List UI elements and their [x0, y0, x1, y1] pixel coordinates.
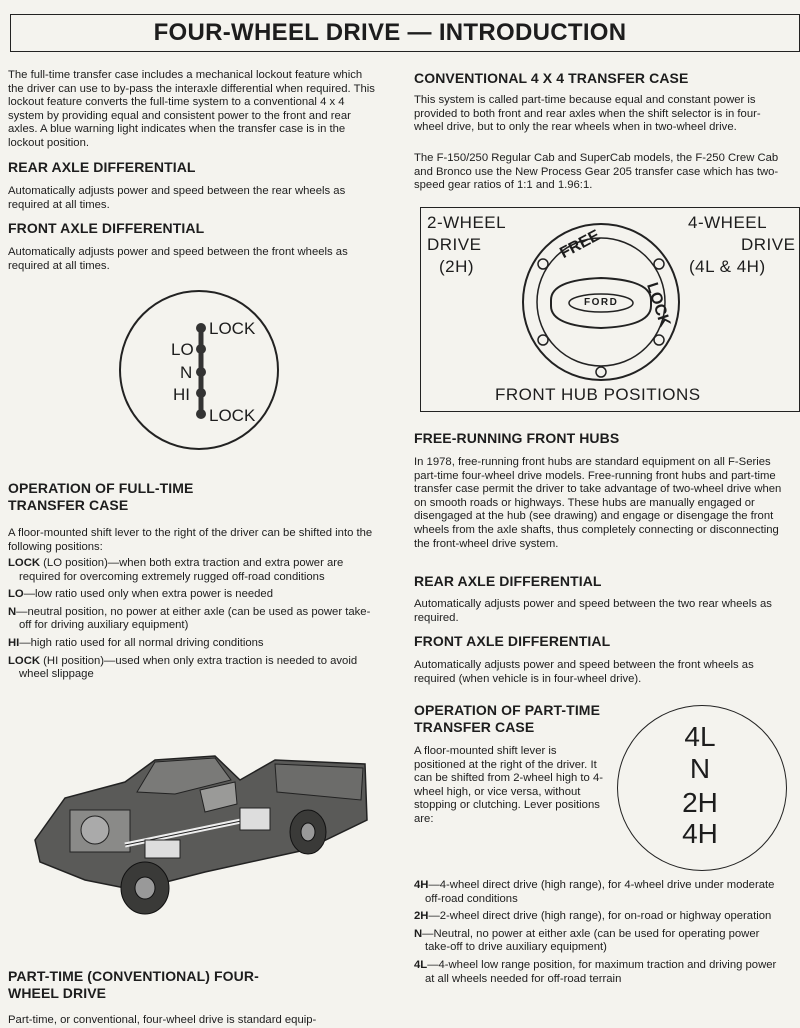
list-item: 4H—4-wheel direct drive (high range), for 4-wheel drive under moderate off-road conditions [414, 879, 775, 905]
full-time-shift-diagram [119, 290, 279, 450]
full-time-heading: OPERATION OF FULL-TIME TRANSFER CASE [8, 480, 194, 513]
shift-label-lock-bottom: LOCK [209, 406, 256, 425]
pt-label-2h: 2H [682, 787, 718, 818]
pt-label-n: N [689, 753, 711, 784]
rear-axle-heading-right: REAR AXLE DIFFERENTIAL [414, 573, 602, 589]
hub-left-label-line-3: (2H) [439, 257, 475, 276]
free-running-text: In 1978, free-running front hubs are standard equipment on all F-Series part-time four-wheel drive models. Free-running front hubs and part-time transfer case permit the driver to take advantage of two-wheel drive when on smooth roads or highways. These hubs are manually engaged or disengaged at the hub (see drawing) and engage or disengage the front wheels from the axle shafts, thus completely connecting or disconnecting the front-wheel drive system. [414, 456, 782, 550]
list-item: LOCK (LO position)—when both extra traction and extra power are required for overcoming extremely rugged off-road conditions [8, 557, 344, 583]
conventional-heading: CONVENTIONAL 4 X 4 TRANSFER CASE [414, 70, 689, 86]
pt-label-4h: 4H [682, 818, 718, 849]
truck-drivetrain-illustration [25, 740, 370, 920]
conventional-text-1: This system is called part-time because equal and constant power is provided to both front and rear axles when the shift selector is in four-wheel drive, but to only the rear wheels when in two-wheel drive. [414, 94, 761, 134]
hub-left-label-line-1: 2-WHEEL [427, 213, 507, 232]
hub-right-label-line-1: 4-WHEEL [688, 213, 768, 232]
full-time-position-list [8, 557, 380, 682]
front-hub-diagram [420, 207, 800, 412]
shift-label-hi: HI [173, 385, 190, 404]
front-axle-text-left: Automatically adjusts power and speed between the front wheels as required at all times. [8, 246, 348, 272]
list-item: N—neutral position, no power at either axle (can be used as power take-off for driving auxiliary equipment) [8, 605, 371, 632]
intro-paragraph: The full-time transfer case includes a mechanical lockout feature which the driver can use to by-pass the interaxle differential when required. This lockout feature converts the full-time system to a conventional 4 x 4 system by providing equal and consistent power to the front and rear axles. A blue warning light indicates when the transfer case is in the lockout position. [8, 69, 375, 149]
full-time-intro: A floor-mounted shift lever to the right of the driver can be shifted into the following positions: [8, 527, 373, 553]
shift-label-lock-top: LOCK [209, 319, 256, 338]
part-time-heading: PART-TIME (CONVENTIONAL) FOUR-WHEEL DRIVE [8, 968, 259, 1001]
hub-free-label: FREE [557, 227, 603, 263]
free-running-heading: FREE-RUNNING FRONT HUBS [414, 430, 620, 446]
pt-label-4l: 4L [684, 721, 716, 752]
list-item: 4L—4-wheel low range position, for maximum traction and driving power at all wheels needed for off-road terrain [414, 958, 777, 985]
list-item: LO—low ratio used only when extra power is needed [8, 588, 274, 601]
list-item: HI—high ratio used for all normal driving conditions [8, 636, 264, 649]
hub-right-label-line-2: DRIVE [741, 235, 796, 254]
front-axle-heading-left: FRONT AXLE DIFFERENTIAL [8, 220, 205, 236]
hub-lock-label: LOCK [643, 280, 674, 330]
rear-axle-text-left: Automatically adjusts power and speed between the rear wheels as required at all times. [8, 185, 346, 211]
part-time-text: Part-time, or conventional, four-wheel drive is standard equip- [8, 1014, 317, 1026]
hub-right-label-line-3: (4L & 4H) [689, 257, 766, 276]
list-item: N—Neutral, no power at either axle (can be used for operating power take-off to drive auxiliary equipment) [414, 927, 760, 954]
part-time-operation-text: A floor-mounted shift lever is positioned at the right of the driver. It can be shifted from 2-wheel high to 4-wheel high, or vice versa, without stopping or clutching. Lever positions are: [414, 745, 604, 825]
front-axle-text-right: Automatically adjusts power and speed between the front wheels as required (when vehicle is in four-wheel drive). [414, 659, 754, 685]
part-time-shift-diagram [617, 705, 787, 871]
rear-axle-text-right: Automatically adjusts power and speed between the two rear wheels as required. [414, 598, 772, 624]
hub-ford-label: FORD [584, 297, 619, 308]
front-axle-heading-right: FRONT AXLE DIFFERENTIAL [414, 633, 611, 649]
page-title: FOUR-WHEEL DRIVE — INTRODUCTION [10, 14, 800, 52]
conventional-text-2: The F-150/250 Regular Cab and SuperCab models, the F-250 Crew Cab and Bronco use the New Process Gear 205 transfer case which has two-speed gear ratios of 1:1 and 1.96:1. [414, 152, 779, 192]
shift-label-n: N [180, 363, 193, 382]
hub-left-label-line-2: DRIVE [427, 235, 482, 254]
list-item: LOCK (HI position)—used when only extra traction is needed to avoid wheel slippage [8, 654, 358, 681]
shift-label-lo: LO [171, 340, 194, 359]
rear-axle-heading-left: REAR AXLE DIFFERENTIAL [8, 159, 196, 175]
part-time-position-list [414, 879, 782, 986]
list-item: 2H—2-wheel direct drive (high range), for on-road or highway operation [414, 910, 772, 923]
part-time-operation-heading: OPERATION OF PART-TIME TRANSFER CASE [414, 702, 601, 735]
hub-caption: FRONT HUB POSITIONS [495, 385, 701, 404]
